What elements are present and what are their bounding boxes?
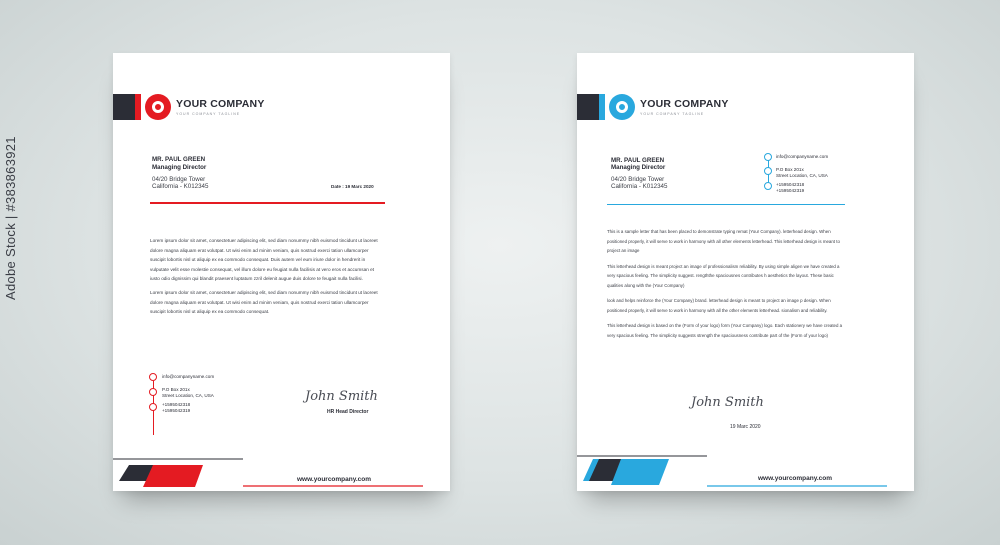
address-line-2: California - K012345 bbox=[611, 183, 668, 190]
contact-street: Street Location, CA, USA bbox=[776, 173, 828, 178]
body-paragraph: Lorem ipsum dolor sit amet, consectetuer adipiscing elit, sed diam nonummy nibh euismod tincidunt ut laoreet dolore magna aliquam erat volutpat. Ut wisi enim ad minim veniam, quis nostrud exerci tation ullamcorper suscipit lobortis nisl ut aliquip ex ea commodo consequat. Duis autem vel eum iriure dolor in hendrerit in vulputate velit esse molestie consequat, vel illum dolore eu feugiat nulla facilisis at vero eros et accumsan et iusto odio dignissim qui blandit praesent luptatum zzril delenit augue duis dolore te feugait nulla facilisi. bbox=[150, 238, 378, 282]
signature: John Smith bbox=[691, 395, 764, 410]
contact-phone-1: +1595042318 bbox=[162, 402, 191, 407]
mail-icon bbox=[764, 153, 772, 161]
logo-blue-strip bbox=[599, 94, 605, 120]
company-tagline: YOUR COMPANY TAGLINE bbox=[640, 112, 705, 116]
divider-line bbox=[150, 202, 385, 204]
company-tagline: YOUR COMPANY TAGLINE bbox=[176, 112, 241, 116]
company-name: YOUR COMPANY bbox=[176, 98, 265, 110]
contact-phone-2: +1595042319 bbox=[162, 408, 191, 413]
company-name: YOUR COMPANY bbox=[640, 98, 729, 110]
recipient-title: Managing Director bbox=[152, 164, 207, 171]
address-line-2: California - K012345 bbox=[152, 183, 209, 190]
phone-icon bbox=[764, 182, 772, 190]
address-line-1: 04/20 Bridge Tower bbox=[152, 176, 206, 183]
contact-po-box: P.O Box 201x bbox=[162, 387, 190, 392]
body-paragraph: look and helps reinforce the (Your Company) brand. letterhead design is meant to project an image p design. When positioned properly, it will serve to work in harmony with all the other elements letterhead. sionalism and reliability. bbox=[607, 298, 831, 313]
footer-shapes bbox=[577, 451, 914, 491]
recipient-title: Managing Director bbox=[611, 164, 666, 171]
logo-icon bbox=[609, 94, 635, 120]
recipient-name: MR. PAUL GREEN bbox=[152, 156, 206, 163]
logo-icon bbox=[145, 94, 171, 120]
location-icon bbox=[149, 388, 157, 396]
logo-red-strip bbox=[135, 94, 141, 120]
contact-phone-1: +1595042318 bbox=[776, 182, 805, 187]
body-paragraph: This is a sample letter that has been placed to demonstrate typing remat (Your Company). letterhead design. When positioned properly, it will serve to work in harmony with all other elements letterhead. This letterhead design is meant to project an image bbox=[607, 229, 840, 253]
contact-email: info@companyname.com bbox=[162, 374, 215, 379]
watermark: Adobe Stock | #383863921 bbox=[3, 136, 18, 300]
letter-date: Date : 19 Marc 2020 bbox=[331, 184, 374, 189]
contact-email: info@companyname.com bbox=[776, 154, 829, 159]
signer-title: HR Head Director bbox=[327, 409, 369, 415]
body-paragraph: Lorem ipsum dolor sit amet, consectetuer adipiscing elit, sed diam nonummy nibh euismod tincidunt ut laoreet dolore magna aliquam erat volutpat. Ut wisi enim ad minim veniam, quis nostrud exerci tation ullamcorper suscipit lobortis nisl ut aliquip ex ea commodo consequat. bbox=[150, 289, 378, 315]
phone-icon bbox=[149, 403, 157, 411]
website-url: www.yourcompany.com bbox=[297, 476, 372, 483]
logo-dark-block bbox=[577, 94, 599, 120]
contact-phone-2: +1595042319 bbox=[776, 188, 805, 193]
recipient-name: MR. PAUL GREEN bbox=[611, 157, 665, 164]
body-paragraph: This letterhead design is meant project an image of professionalism reliability. By using simple aligen we have created a very spacious feeling. The simplicity suggest. rengththe spaciousnes contributes h aesthetics the layout. These basic qualities along with the (Your Company) bbox=[607, 263, 840, 288]
letterhead-red bbox=[113, 53, 450, 491]
signature: John Smith bbox=[305, 389, 378, 404]
location-icon bbox=[764, 167, 772, 175]
signature-date: 19 Marc 2020 bbox=[730, 424, 761, 430]
logo-dark-block bbox=[113, 94, 135, 120]
body-paragraph: This letterhead design is based on the (Form of your logo) form (Your Company) logo. Each stationery we have created a very spacious feeling. The simplicity suggests strength the spaciousness contribute part of the (Form of your logo) bbox=[607, 323, 843, 338]
letter-body bbox=[150, 236, 385, 321]
contact-po-box: P.O Box 201x bbox=[776, 167, 804, 172]
divider-line bbox=[607, 204, 845, 205]
address-line-1: 04/20 Bridge Tower bbox=[611, 176, 665, 183]
letter-body bbox=[607, 227, 845, 344]
letterhead-blue bbox=[577, 53, 914, 491]
footer-shapes bbox=[113, 451, 450, 491]
mail-icon bbox=[149, 373, 157, 381]
website-url: www.yourcompany.com bbox=[758, 475, 833, 482]
contact-street: Street Location, CA, USA bbox=[162, 393, 214, 398]
